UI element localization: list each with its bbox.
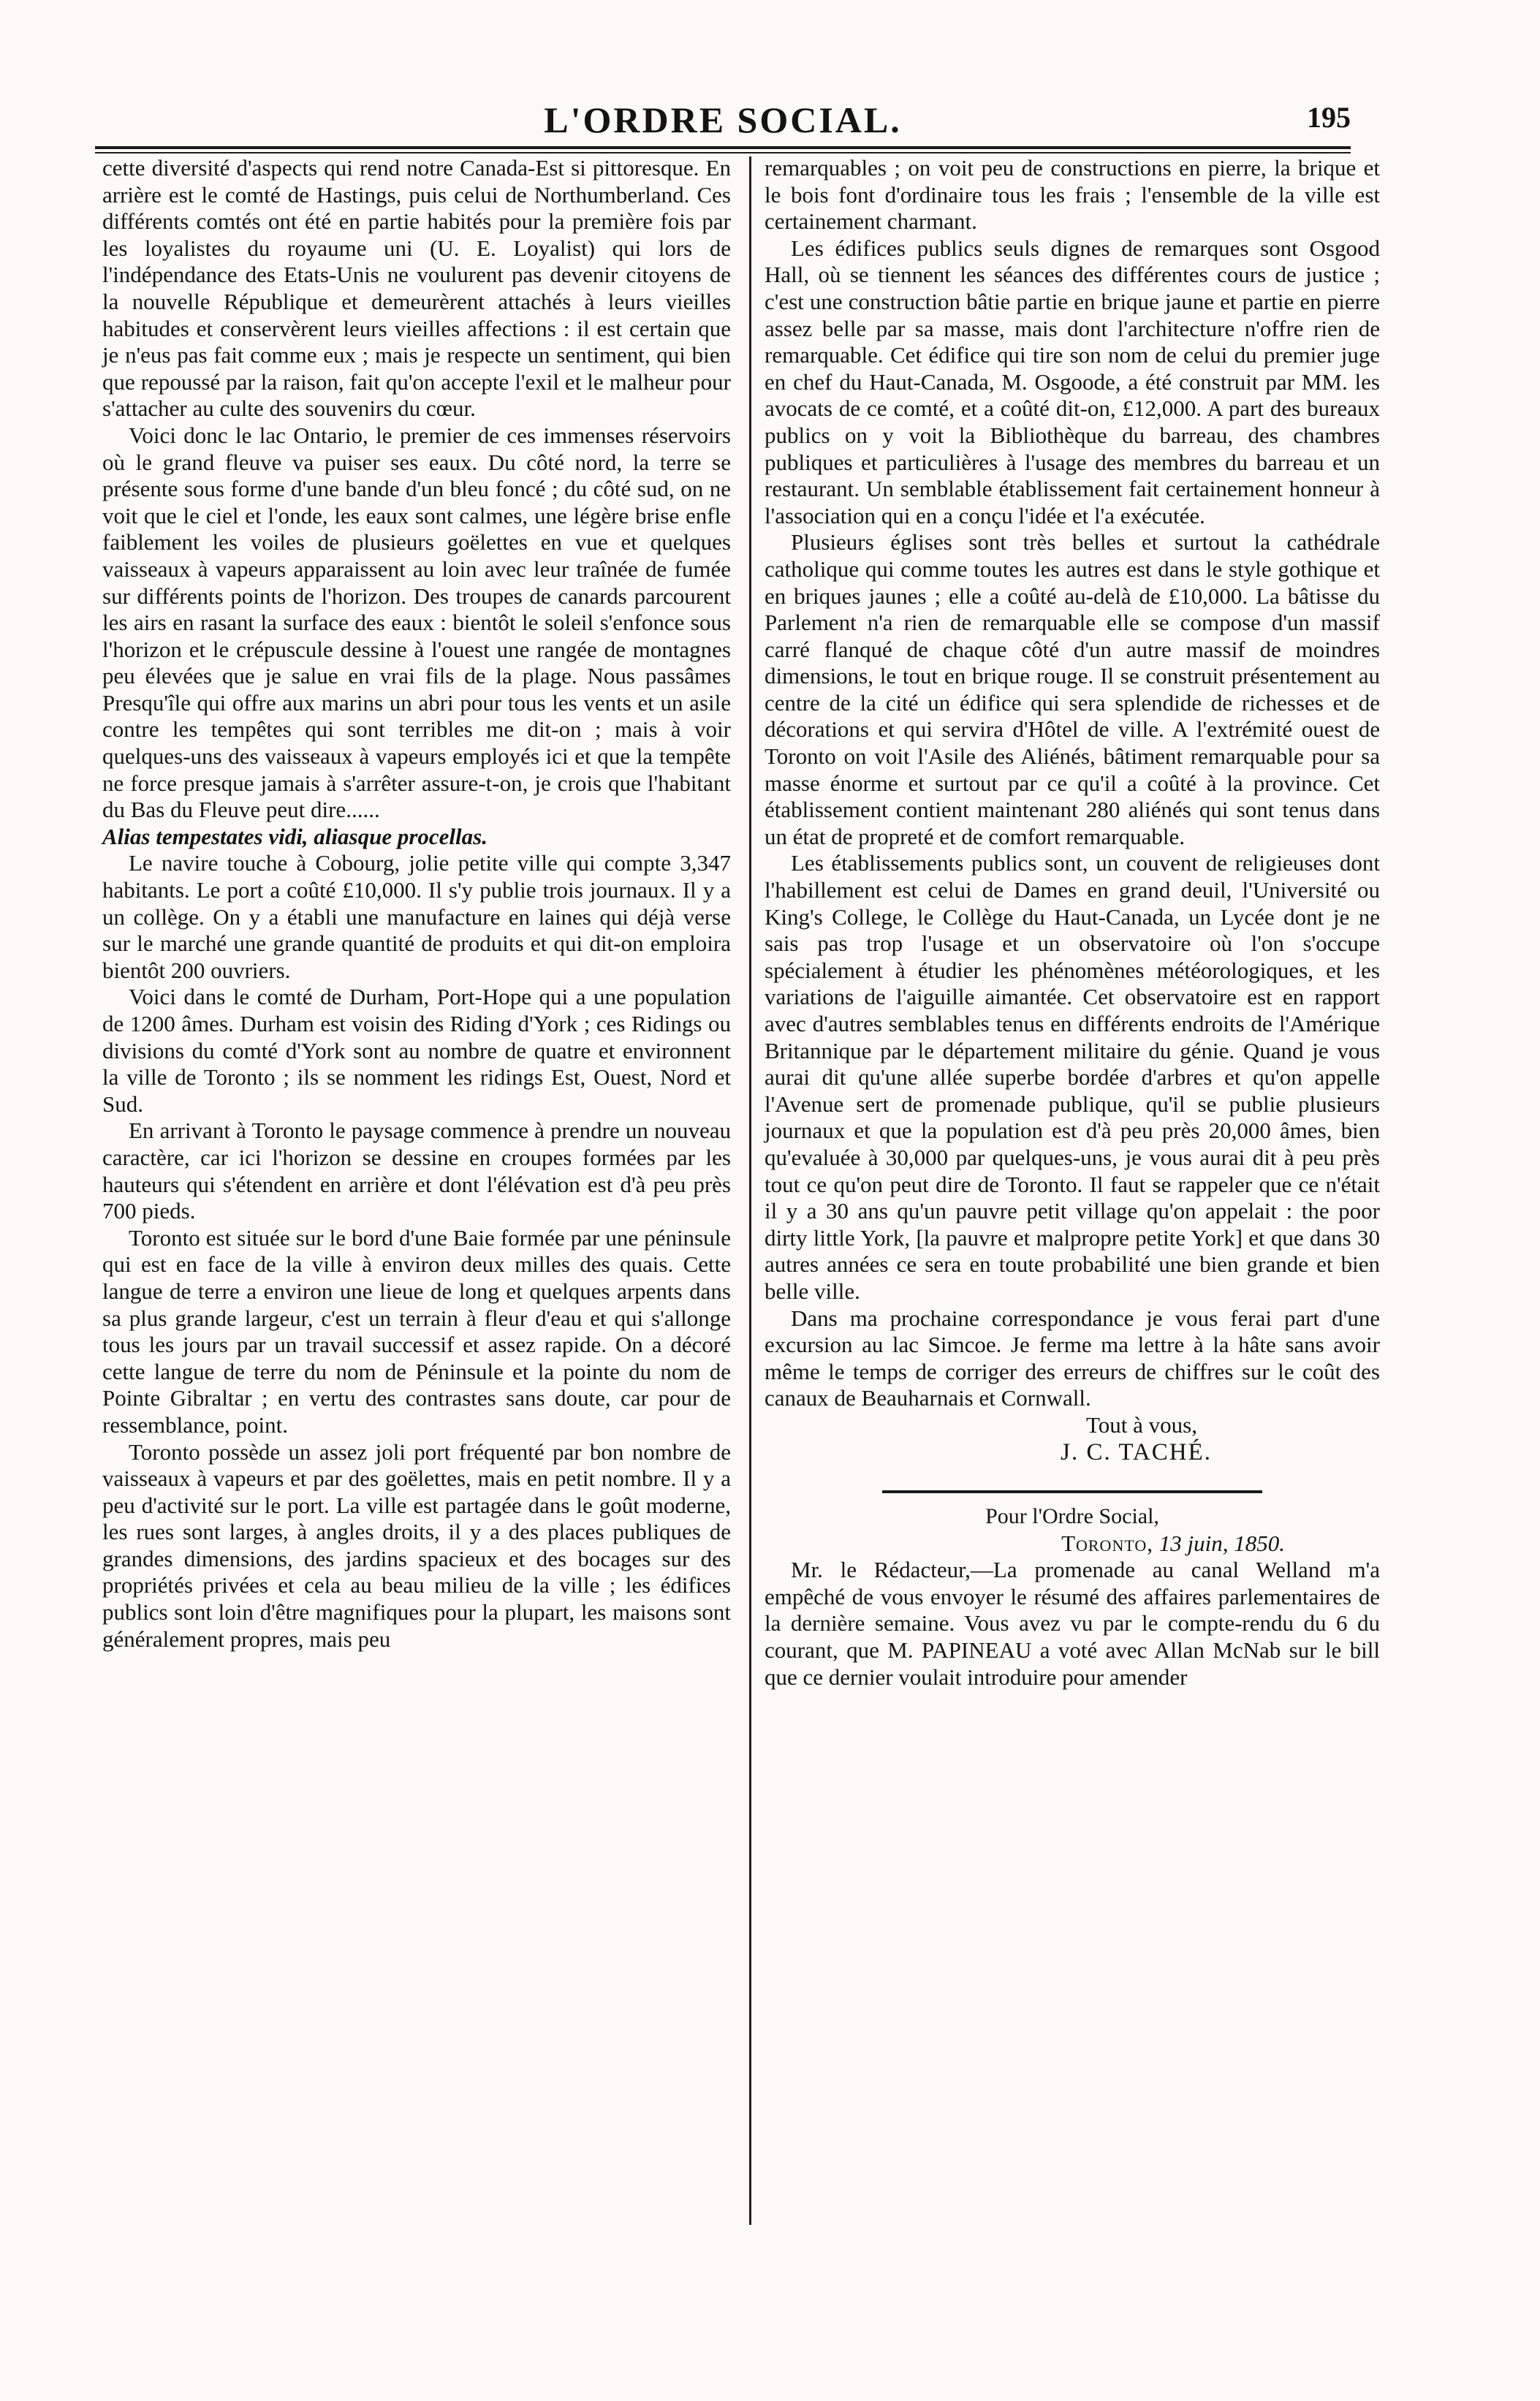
dateline <box>765 1531 1380 1558</box>
source-line: Pour l'Ordre Social, <box>985 1504 1159 1529</box>
paragraph: Dans ma prochaine correspondance je vous ferai part d'une excursion au lac Simcoe. Je ferme ma lettre à la hâte sans avoir même le temps de corriger des erreurs de chiffres sur le coût des canaux de Beauharnais et Cornwall. <box>765 1305 1380 1411</box>
paragraph: Les établissements publics sont, un couvent de religieuses dont l'habillement est celui de Dames en grand deuil, l'Université ou King's College, le Collège du Haut-Canada, un Lycée dont je ne sais pas trop l'usage et un observatoire où l'on s'occupe spécialement à étudier les phénomènes météorologiques, et les variations de l'aiguille aimantée. Cet observatoire est en rapport avec d'autres semblables tenus en différents endroits de l'Amérique Britannique par le département militaire du génie. Quand je vous aurai dit qu'une allée superbe bordée d'arbres et qu'on appelle l'Avenue sert de promenade publique, qu'il se publie plusieurs journaux et que la population est d'à peu près 20,000 âmes, bien qu'evaluée à 30,000 par quelques-uns, je vous aurai dit à peu près tout ce qu'on peut dire de Toronto. Il faut se rappeler que ce n'était il y a 30 ans qu'un pauvre petit village qu'on appelait : the poor dirty little York, [la pauvre et malpropre petite York] et que dans 30 autres années ce sera en toute probabilité une bien grande et bien belle ville. <box>765 850 1380 1304</box>
dateline-city: Toronto, <box>1061 1530 1154 1556</box>
masthead <box>95 91 1351 143</box>
salutation: Tout à vous, <box>1086 1411 1197 1438</box>
paragraph: Les édifices publics seuls dignes de remarques sont Osgood Hall, où se tiennent les séances des différentes cours de justice ; c'est une construction bâtie partie en brique jaune et partie en pierre assez belle par sa masse, mais dont l'architecture n'offre rien de remarquable. Cet édifice qui tire son nom de celui du premier juge en chef du Haut-Canada, M. Osgoode, a été construit par MM. les avocats de ce comté, et a coûté dit-on, £12,000. A part des bureaux publics on y voit la Bibliothèque du barreau, des chambres publiques et particulières à l'usage des membres du barreau et un restaurant. Un semblable établissement fait certainement honneur à l'association qui en a conçu l'idée et l'a exécutée. <box>765 235 1380 528</box>
signature: J. C. TACHÉ. <box>1061 1438 1212 1465</box>
paragraph: Toronto est située sur le bord d'une Baie formée par une péninsule qui est en face de la ville à environ deux milles des quais. Cette langue de terre a environ une lieue de long et quelques arpents dans sa plus grande largeur, c'est un terrain à fleur d'eau et qui s'allonge tous les jours par un travail successif et assez rapide. On a décoré cette langue de terre du nom de Péninsule et la pointe du nom de Pointe Gibraltar ; en vertu des contrastes sans doute, car pour de ressemblance, point. <box>102 1224 731 1438</box>
page-number: 195 <box>1307 101 1351 134</box>
dateline-date: 13 juin, 1850. <box>1158 1530 1285 1556</box>
paragraph: Voici dans le comté de Durham, Port-Hope qui a une population de 1200 âmes. Durham est voisin des Riding d'York ; ces Ridings ou divisions du comté d'York sont au nombre de quatre et environnent la ville de Toronto ; ils se nomment les ridings Est, Ouest, Nord et Sud. <box>102 984 731 1117</box>
right-column <box>765 155 1380 1691</box>
paragraph: remarquables ; on voit peu de constructions en pierre, la brique et le bois font d'ordinaire tous les frais ; l'ensemble de la ville est certainement charmant. <box>765 155 1380 235</box>
latin-quotation: Alias tempestates vidi, aliasque procellas. <box>102 823 488 849</box>
paragraph: Toronto possède un assez joli port fréquenté par bon nombre de vaisseaux à vapeurs et par des goëlettes, mais en petit nombre. Il y a peu d'activité sur le port. La ville est partagée dans le goût moderne, les rues sont larges, à angles droits, il y a des places publiques de grandes dimensions, des jardins spacieux et des bocages sur des propriétés privées et cela au beau milieu de la ville ; les édifices publics sont loin d'être magnifiques pour la plupart, les maisons sont généralement propres, mais peu <box>102 1438 731 1652</box>
paragraph: cette diversité d'aspects qui rend notre Canada-Est si pittoresque. En arrière est le comté de Hastings, puis celui de Northumberland. Ces différents comtés ont été en partie habités pour la première fois par les loyalistes du royaume uni (U. E. Loyalist) qui lors de l'indépendance des Etats-Unis ne voulurent pas devenir citoyens de la nouvelle République et demeurèrent attachés à leurs vieilles habitudes et conservèrent leurs vieilles affections : il est certain que je n'eus pas fait comme eux ; mais je respecte un sentiment, qui bien que repoussé par la raison, fait qu'on accepte l'exil et le malheur pour s'attacher au culte des souvenirs du cœur. <box>102 155 731 422</box>
column-divider <box>749 156 751 2225</box>
section-separator <box>882 1490 1262 1493</box>
left-column <box>102 155 731 1653</box>
paragraph: Plusieurs églises sont très belles et surtout la cathédrale catholique qui comme toutes les autres est dans le style gothique et en briques jaunes ; elle a coûté au-delà de £10,000. La bâtisse du Parlement n'a rien de remarquable elle se compose d'un massif carré flanqué de chaque côté d'un autre massif de moindres dimensions, le tout en brique rouge. Il se construit présentement au centre de la cité un édifice qui sera splendide de richesses et de décorations et qui servira d'Hôtel de ville. A l'extrémité ouest de Toronto on voit l'Asile des Aliénés, bâtiment remarquable pour sa masse énorme et surtout par ce qu'il a coûté à la province. Cet établissement contient maintenant 280 aliénés qui sont tenus dans un état de propreté et de comfort remarquable. <box>765 529 1380 849</box>
paragraph: Le navire touche à Cobourg, jolie petite ville qui compte 3,347 habitants. Le port a coûté £10,000. Il s'y publie trois journaux. Il y a un collège. On y a établi une manufacture en laines qui déjà verse sur le marché une grande quantité de produits et qui dit-on emploira bientôt 200 ouvriers. <box>102 850 731 983</box>
header-rule <box>95 146 1351 153</box>
masthead-title: L'ORDRE SOCIAL. <box>544 99 902 140</box>
paragraph: Voici donc le lac Ontario, le premier de ces immenses réservoirs où le grand fleuve va puiser ses eaux. Du côté nord, la terre se présente sous forme d'une bande d'un bleu foncé ; du côté sud, on ne voit que le ciel et l'onde, les eaux sont calmes, une légère brise enfle faiblement les voiles de plusieurs goëlettes en vue et quelques vaisseaux à vapeurs apparaissent au loin avec leur traînée de fumée sur différents points de l'horizon. Des troupes de canards parcourent les airs en rasant la surface des eaux : bientôt le soleil s'enfonce sous l'horizon et le crépuscule dessine à l'ouest une rangée de montagnes peu élevées que je salue en vrai fils de la plage. Nous passâmes Presqu'île qui offre aux marins un abri pour tous les vents et un asile contre les tempêtes qui sont terribles me dit-on ; mais à voir quelques-uns des vaisseaux à vapeurs employés ici et que la tempête ne force presque jamais à s'arrêter assure-t-on, je crois que l'habitant du Bas du Fleuve peut dire...... <box>102 422 731 823</box>
paragraph: En arrivant à Toronto le paysage commence à prendre un nouveau caractère, car ici l'horizon se dessine en croupes formées par les hauteurs qui s'étendent en arrière et dont l'élévation est d'à peu près 700 pieds. <box>102 1118 731 1224</box>
paragraph: Mr. le Rédacteur,—La promenade au canal Welland m'a empêché de vous envoyer le résumé des affaires parlementaires de la dernière semaine. Vous avez vu par le compte-rendu du 6 du courant, que M. PAPINEAU a voté avec Allan McNab sur le bill que ce dernier voulait introduire pour amender <box>765 1557 1380 1690</box>
